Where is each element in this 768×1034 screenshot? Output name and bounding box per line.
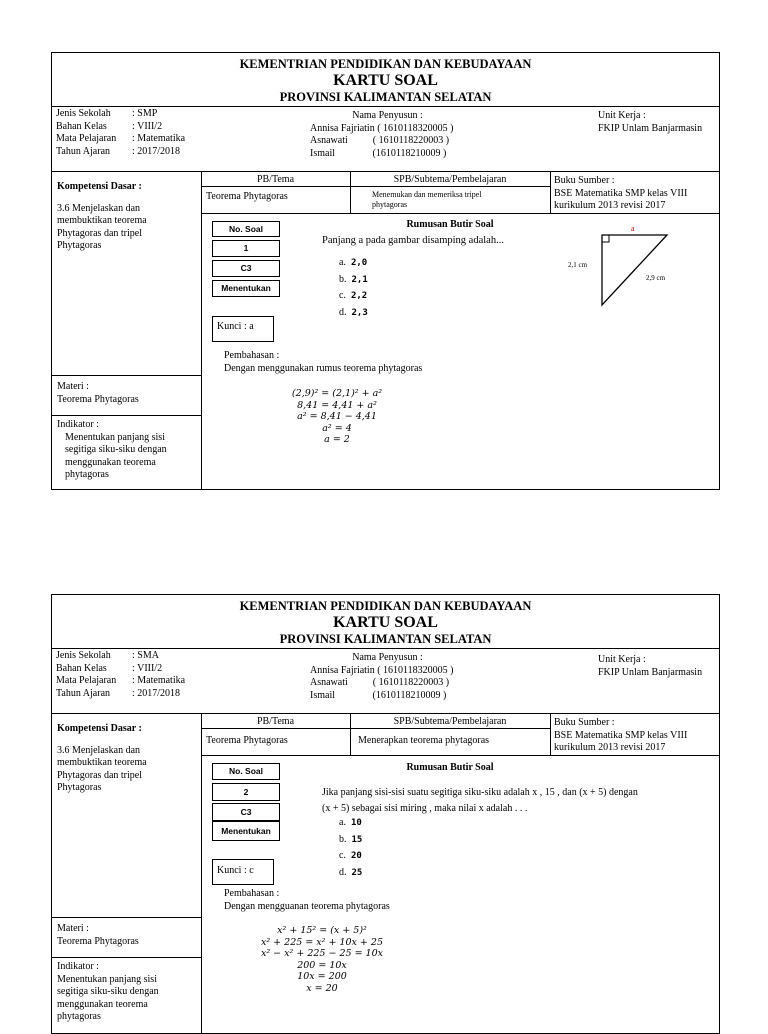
option-letter: b. [339,833,347,845]
spb-line: Menerapkan teorema phytagoras [358,735,490,746]
options-list [339,815,362,881]
pembahasan-heading: Pembahasan : [224,888,280,899]
option-letter: a. [339,257,346,268]
penyusun-line: Annisa Fajriatin ( 1610118320005 ) [310,122,454,134]
indikator-line: menggunakan teorema [57,998,148,1010]
unit-kerja-heading: Unit Kerja : [598,110,646,121]
option-letter: c. [339,850,346,861]
side-a-label: a [631,224,635,233]
kartu-soal-card-1 [51,52,720,490]
option-b: 2,1 [351,274,368,285]
no-soal-label: No. Soal [212,221,280,237]
unit-kerja-block [598,654,702,679]
no-soal-number: 1 [212,240,280,257]
value-tahun-ajaran: : 2017/2018 [132,145,181,157]
buku-line: BSE Matematika SMP kelas VIII [554,187,688,199]
no-soal-type: Menentukan [212,280,280,297]
ministry-title: KEMENTRIAN PENDIDIKAN DAN KEBUDAYAAN [239,57,532,71]
no-soal-label: No. Soal [212,763,280,780]
penyusun-block [310,652,465,702]
triangle-shape [602,235,667,305]
kompetensi-line: 3.6 Menjelaskan dan [57,202,141,214]
buku-line: kurikulum 2013 revisi 2017 [554,200,666,211]
kompetensi-dasar [57,723,197,795]
pembahasan [224,888,390,913]
indikator-line: phytagoras [57,1011,101,1022]
solution-step: a = 2 [324,434,350,445]
solution-steps [222,925,422,994]
penyusun-line: Asnawati ( 1610118220003 ) [310,135,450,146]
solution-step: x² + 15² = (x + 5)² [277,925,367,936]
question-text [322,785,638,817]
option-c: 2,2 [350,291,368,301]
solution-step: (2,9)² = (2,1)² + a² [291,388,383,399]
indikator-line: segitiga siku-siku dengan [57,986,159,997]
side-left-label: 2,1 cm [568,261,588,269]
solution-step: 200 = 10x [297,959,347,971]
materi-value: Teorema Phytagoras [57,393,139,405]
spb-heading: SPB/Subtema/Pembelajaran [393,174,507,185]
card-title: KARTU SOAL [333,614,438,631]
kartu-soal-card-2 [51,594,720,1034]
right-triangle-figure [567,223,707,309]
kompetensi-dasar [57,181,197,253]
pembahasan [224,350,422,375]
indikator [57,961,159,1024]
solution-step: a² = 4 [322,422,352,434]
pembahasan-text: Dengan mengguanan teorema phytagoras [224,900,390,912]
kompetensi-line: Phytagoras [57,240,102,251]
kompetensi-line: Phytagoras dan tripel [57,227,142,239]
materi-heading: Materi : [57,923,89,934]
province-title: PROVINSI KALIMANTAN SELATAN [279,632,492,646]
solution-step: 8,41 = 4,41 + a² [297,399,377,411]
pembahasan-text: Dengan menggunakan rumus teorema phytagoras [224,362,423,374]
value-tahun-ajaran: : 2017/2018 [132,687,181,699]
option-a: 2,0 [350,258,368,268]
label-mata-pelajaran: Mata Pelajaran [56,675,117,686]
kompetensi-line: 3.6 Menjelaskan dan [57,744,141,756]
penyusun-heading: Nama Penyusun : [352,110,423,121]
kompetensi-line: membuktikan teorema [57,215,147,226]
value-mata-pelajaran: : Matematika [132,133,186,144]
buku-heading: Buku Sumber : [554,717,615,728]
rumusan-heading: Rumusan Butir Soal [406,219,494,230]
penyusun-line: Annisa Fajriatin ( 1610118320005 ) [310,664,454,676]
pb-tema-heading: PB/Tema [256,174,295,185]
option-letter: d. [339,866,347,878]
question-line: Jika panjang sisi-sisi suatu segitiga siku-siku adalah x , 15 , dan (x + 5) dengan [322,787,638,798]
indikator-line: Menentukan panjang sisi [65,431,165,443]
label-tahun-ajaran: Tahun Ajaran [56,145,111,157]
indikator-line: menggunakan teorema [65,456,156,468]
penyusun-line: Ismail (1610118210009 ) [310,147,447,159]
label-bahan-kelas: Bahan Kelas [56,120,107,132]
solution-step: x = 20 [306,982,338,994]
option-c: 20 [350,851,362,861]
side-hyp-label: 2,9 cm [646,274,666,282]
materi [57,923,139,948]
question-line: (x + 5) sebagai sisi miring , maka nilai x adalah . . . [322,803,528,814]
school-info-values [132,650,185,700]
buku-line: BSE Matematika SMP kelas VIII [554,729,688,741]
pb-tema-value: Teorema Phytagoras [206,735,288,746]
right-angle-marker [602,235,609,242]
label-bahan-kelas: Bahan Kelas [56,662,107,674]
option-letter: a. [339,817,346,828]
option-letter: c. [339,290,346,301]
kompetensi-heading: Kompetensi Dasar : [57,723,142,734]
spb-value [372,190,482,209]
label-jenis-sekolah: Jenis Sekolah [56,650,111,661]
value-bahan-kelas: : VIII/2 [132,662,163,674]
penyusun-block [310,110,465,160]
kompetensi-text [57,203,197,253]
pembahasan-heading: Pembahasan : [224,350,280,361]
solution-step: x² − x² + 225 − 25 = 10x [261,948,383,959]
options-list [339,255,368,321]
penyusun-line: Asnawati ( 1610118220003 ) [310,677,450,688]
indikator [57,419,167,482]
unit-kerja-value: FKIP Unlam Banjarmasin [598,122,703,134]
solution-steps [262,388,412,446]
no-soal-level: C3 [212,260,280,277]
option-letter: d. [339,306,347,318]
option-a: 10 [350,818,362,828]
kompetensi-line: membuktikan teorema [57,757,147,768]
buku-line: kurikulum 2013 revisi 2017 [554,742,666,753]
option-d: 25 [351,867,363,878]
pb-tema-heading: PB/Tema [256,716,295,727]
indikator-line: segitiga siku-siku dengan [65,444,167,455]
ministry-title: KEMENTRIAN PENDIDIKAN DAN KEBUDAYAAN [239,599,532,613]
buku-sumber [554,175,687,213]
unit-kerja-heading: Unit Kerja : [598,654,646,665]
indikator-heading: Indikator : [57,419,99,430]
indikator-line: phytagoras [65,469,109,480]
card-title: KARTU SOAL [333,72,438,89]
unit-kerja-value: FKIP Unlam Banjarmasin [598,666,703,678]
option-b: 15 [351,834,363,845]
kompetensi-text [57,745,197,795]
penyusun-line: Ismail (1610118210009 ) [310,689,447,701]
spb-line: Menemukan dan memeriksa tripel [372,190,482,199]
no-soal-number: 2 [212,783,280,801]
materi-heading: Materi : [57,381,89,392]
unit-kerja-block [598,110,702,135]
school-info-labels [56,650,116,700]
indikator-line: Menentukan panjang sisi [57,973,157,985]
question-text: Panjang a pada gambar disamping adalah... [322,235,504,246]
spb-line: phytagoras [372,199,408,209]
buku-heading: Buku Sumber : [554,175,615,186]
value-jenis-sekolah: : SMP [132,108,158,119]
rumusan-heading: Rumusan Butir Soal [406,762,494,773]
kompetensi-heading: Kompetensi Dasar : [57,181,142,192]
label-tahun-ajaran: Tahun Ajaran [56,687,111,699]
no-soal-level: C3 [212,803,280,821]
label-jenis-sekolah: Jenis Sekolah [56,108,111,119]
no-soal-type: Menentukan [212,821,280,841]
materi-value: Teorema Phytagoras [57,935,139,947]
value-bahan-kelas: : VIII/2 [132,120,163,132]
kunci-jawaban: Kunci : a [212,316,274,342]
school-info-values [132,108,185,158]
option-d: 2,3 [351,307,368,318]
kompetensi-line: Phytagoras dan tripel [57,769,142,781]
solution-step: a² = 8,41 − 4,41 [297,411,377,422]
label-mata-pelajaran: Mata Pelajaran [56,133,117,144]
buku-sumber [554,717,687,755]
value-mata-pelajaran: : Matematika [132,675,186,686]
indikator-heading: Indikator : [57,961,99,972]
solution-step: 10x = 200 [297,971,347,982]
kompetensi-line: Phytagoras [57,782,102,793]
materi [57,381,139,406]
province-title: PROVINSI KALIMANTAN SELATAN [279,90,492,104]
pb-tema-value: Teorema Phytagoras [206,191,288,202]
option-letter: b. [339,273,347,285]
kunci-jawaban: Kunci : c [212,859,274,885]
value-jenis-sekolah: : SMA [132,650,159,661]
spb-heading: SPB/Subtema/Pembelajaran [393,716,507,727]
penyusun-heading: Nama Penyusun : [352,652,423,663]
spb-value [358,735,489,748]
school-info-labels [56,108,116,158]
solution-step: x² + 225 = x² + 10x + 25 [261,936,383,948]
